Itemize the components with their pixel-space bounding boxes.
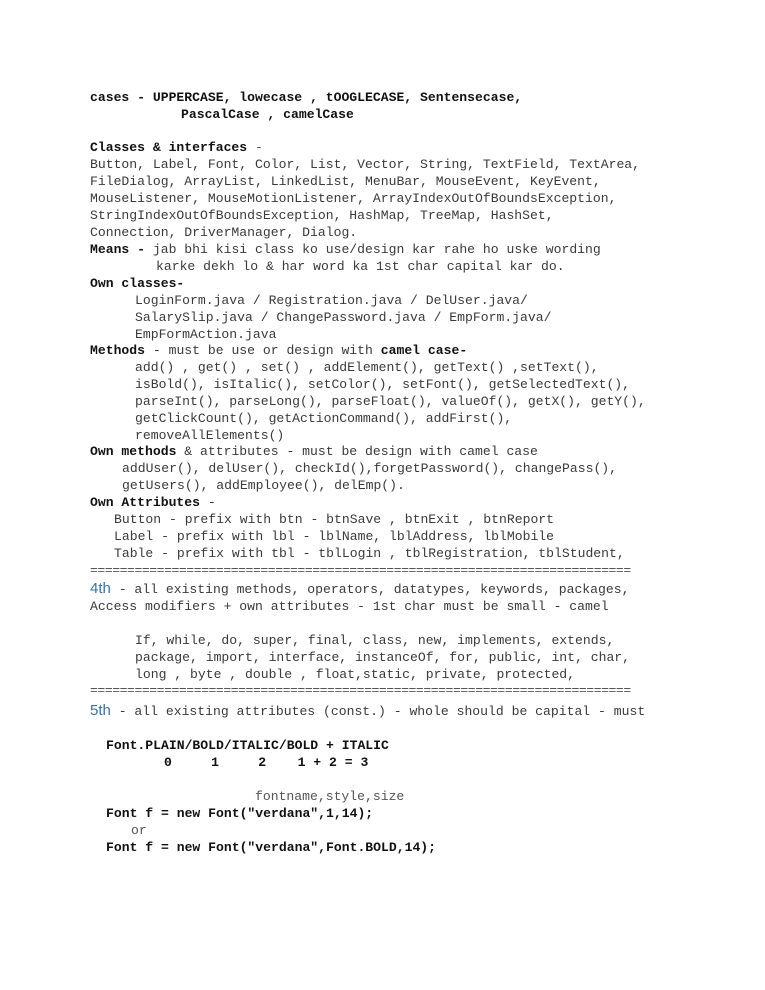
font-constants: Font.PLAIN/BOLD/ITALIC/BOLD + ITALIC — [106, 738, 389, 753]
own-methods-line: getUsers(), addEmployee(), delEmp(). — [122, 478, 405, 493]
classes-line: Button, Label, Font, Color, List, Vector, String, TextField, TextArea, — [90, 157, 641, 172]
means-line-2: karke dekh lo & har word ka 1st char capital kar do. — [156, 259, 565, 274]
means-label: Means - — [90, 242, 146, 257]
classes-line: StringIndexOutOfBoundsException, HashMap, TreeMap, HashSet, — [90, 208, 554, 223]
own-methods-line: addUser(), delUser(), checkId(),forgetPassword(), changePass(), — [122, 461, 618, 476]
own-classes-heading: Own classes- — [90, 276, 185, 291]
own-attributes-heading-line — [90, 494, 216, 511]
fourth-text: - all existing methods, operators, datatypes, keywords, packages, — [110, 582, 630, 597]
own-classes-line: LoginForm.java / Registration.java / DelUser.java/ — [135, 293, 528, 308]
own-attributes-heading: Own Attributes — [90, 495, 201, 510]
methods-line: add() , get() , set() , addElement(), getText() ,setText(), — [135, 360, 599, 375]
methods-line: removeAllElements() — [135, 428, 285, 443]
methods-heading-line — [90, 342, 467, 359]
or-text: or — [131, 823, 147, 838]
methods-camel-case: camel case- — [380, 343, 468, 358]
fifth-heading: 5th — [90, 702, 111, 719]
own-methods-tail: & attributes - must be design with camel case — [176, 444, 538, 459]
methods-line: getClickCount(), getActionCommand(), addFirst(), — [135, 411, 513, 426]
keywords-line: If, while, do, super, final, class, new, implements, extends, — [135, 633, 615, 648]
means-line-1 — [90, 241, 601, 258]
classes-line: Connection, DriverManager, Dialog. — [90, 225, 358, 240]
code-line-1: Font f = new Font("verdana",1,14); — [106, 806, 374, 821]
fifth-text: - all existing attributes (const.) - whole should be capital - must — [110, 704, 646, 719]
own-attributes-line: Label - prefix with lbl - lblName, lblAddress, lblMobile — [114, 529, 555, 544]
classes-heading-dash: - — [247, 140, 263, 155]
methods-label: Methods — [90, 343, 146, 358]
methods-middle: - must be use or design with — [145, 343, 381, 358]
means-text: jab bhi kisi class ko use/design kar rahe ho uske wording — [145, 242, 601, 257]
own-attributes-line: Button - prefix with btn - btnSave , btnExit , btnReport — [114, 512, 555, 527]
keywords-line: long , byte , double , float,static, private, protected, — [135, 667, 576, 682]
own-methods-heading-line — [90, 443, 538, 460]
font-constant-values: 0 1 2 1 + 2 = 3 — [164, 755, 369, 770]
classes-line: MouseListener, MouseMotionListener, ArrayIndexOutOfBoundsException, — [90, 191, 617, 206]
methods-line: isBold(), isItalic(), setColor(), setFont(), getSelectedText(), — [135, 377, 631, 392]
fifth-line-1 — [90, 702, 645, 720]
fourth-line-1 — [90, 580, 629, 598]
classes-heading-line — [90, 139, 263, 156]
separator-line: ========================================================================= — [90, 683, 631, 698]
own-attributes-dash: - — [200, 495, 216, 510]
classes-heading: Classes & interfaces — [90, 140, 248, 155]
classes-line: FileDialog, ArrayList, LinkedList, MenuBar, MouseEvent, KeyEvent, — [90, 174, 601, 189]
cases-line-1: cases - UPPERCASE, lowecase , tOOGLECASE, Sentensecase, — [90, 90, 523, 105]
font-params-hint: fontname,style,size — [255, 789, 405, 804]
fourth-line-2: Access modifiers + own attributes - 1st char must be small - camel — [90, 599, 609, 614]
separator-line: ========================================================================= — [90, 563, 631, 578]
fourth-heading: 4th — [90, 580, 111, 597]
cases-line-2: PascalCase , camelCase — [181, 107, 354, 122]
own-classes-line: EmpFormAction.java — [135, 327, 277, 342]
own-classes-line: SalarySlip.java / ChangePassword.java / EmpForm.java/ — [135, 310, 552, 325]
own-methods-label: Own methods — [90, 444, 177, 459]
keywords-line: package, import, interface, instanceOf, for, public, int, char, — [135, 650, 631, 665]
methods-line: parseInt(), parseLong(), parseFloat(), valueOf(), getX(), getY(), — [135, 394, 646, 409]
own-attributes-line: Table - prefix with tbl - tblLogin , tblRegistration, tblStudent, — [114, 546, 625, 561]
code-line-2: Font f = new Font("verdana",Font.BOLD,14); — [106, 840, 437, 855]
